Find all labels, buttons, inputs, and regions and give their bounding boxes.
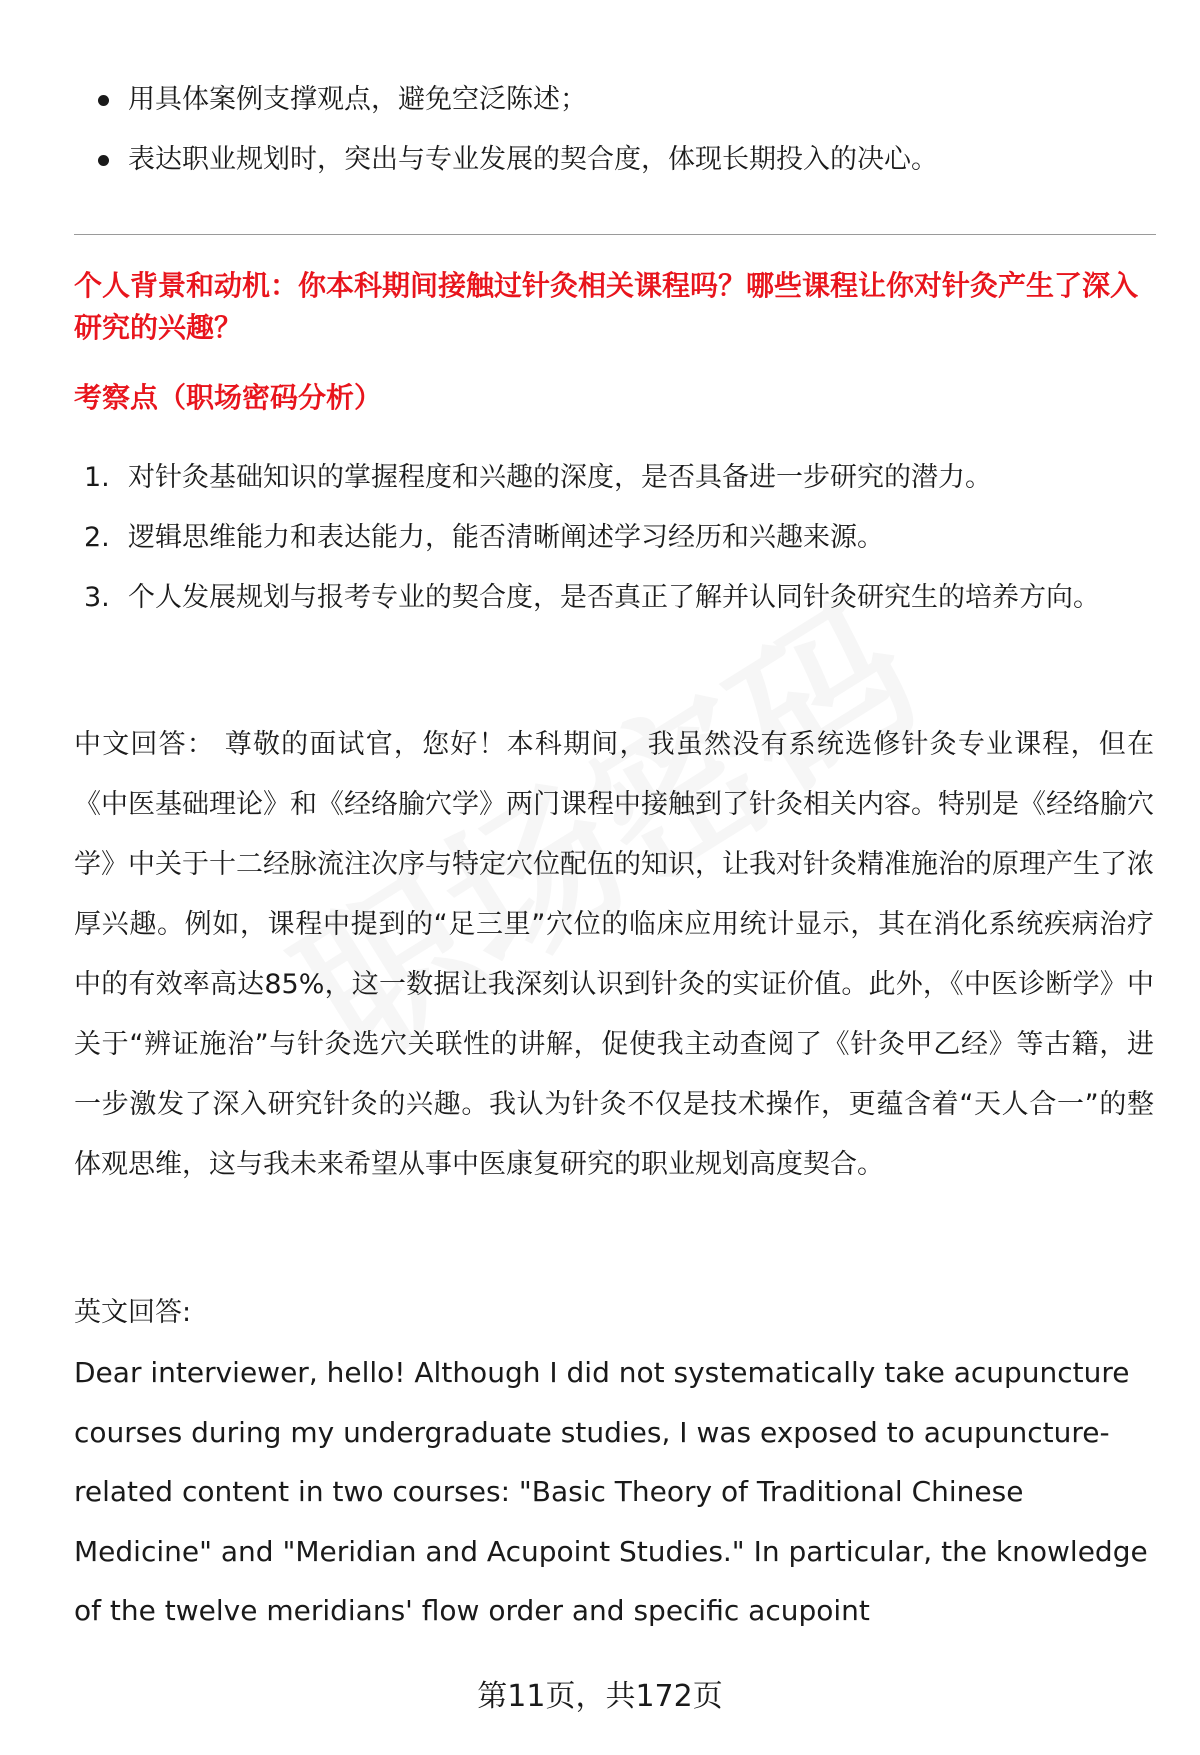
page-number: 第11页，共172页 — [477, 1679, 723, 1714]
assessment-item — [74, 568, 1154, 628]
bullet-text: 用具体案例支撑观点，避免空泛陈述； — [128, 84, 587, 115]
chinese-answer: 中文回答： 尊敬的面试官，您好！本科期间，我虽然没有系统选修针灸专业课程，但在《中医基础理论》和《经络腧穴学》两门课程中接触到了针灸相关内容。特别是《经络腧穴学》中关于十二经脉流注次序与特定穴位配伍的知识，让我对针灸精准施治的原理产生了浓厚兴趣。例如，课程中提到的“足三里”穴位的临床应用统计显示，其在消化系统疾病治疗中的有效率高达85%，这一数据让我深刻认识到针灸的实证价值。此外，《中医诊断学》中关于“辨证施治”与针灸选穴关联性的讲解，促使我主动查阅了《针灸甲乙经》等古籍，进一步激发了深入研究针灸的兴趣。我认为针灸不仅是技术操作，更蕴含着“天人合一”的整体观思维，这与我未来希望从事中医康复研究的职业规划高度契合。 — [74, 729, 1154, 1180]
english-answer: Dear interviewer, hello! Although I did not systematically take acupuncture courses during my undergraduate studies, I was exposed to acupuncture-related content in two courses: "Basic Theory of Traditional Chinese Medicine" and "Meridian and Acupoint Studies." In particular, the knowledge of the twelve meridians' flow order and specific acupoint — [74, 1356, 1148, 1627]
assessment-item — [74, 448, 1154, 508]
item-number: 3. — [84, 582, 110, 613]
bullet-item — [74, 70, 1154, 130]
bullet-item — [74, 130, 1154, 190]
english-answer-label: 英文回答: — [74, 1297, 192, 1328]
bullet-dot-icon — [98, 155, 109, 166]
bullet-dot-icon — [98, 95, 109, 106]
section-divider — [74, 234, 1156, 235]
item-text: 个人发展规划与报考专业的契合度，是否真正了解并认同针灸研究生的培养方向。 — [128, 582, 1100, 613]
assessment-item — [74, 508, 1154, 568]
item-number: 2. — [84, 522, 110, 553]
item-number: 1. — [84, 462, 110, 493]
tips-bullet-list — [74, 70, 1154, 190]
item-text: 逻辑思维能力和表达能力，能否清晰阐述学习经历和兴趣来源。 — [128, 522, 884, 553]
item-text: 对针灸基础知识的掌握程度和兴趣的深度，是否具备进一步研究的潜力。 — [128, 462, 992, 493]
bullet-text: 表达职业规划时，突出与专业发展的契合度，体现长期投入的决心。 — [128, 144, 938, 175]
assessment-heading: 考察点（职场密码分析） — [74, 381, 383, 414]
assessment-list — [74, 448, 1154, 628]
interview-question: 个人背景和动机：你本科期间接触过针灸相关课程吗？哪些课程让你对针灸产生了深入研究的兴趣？ — [74, 269, 1139, 344]
